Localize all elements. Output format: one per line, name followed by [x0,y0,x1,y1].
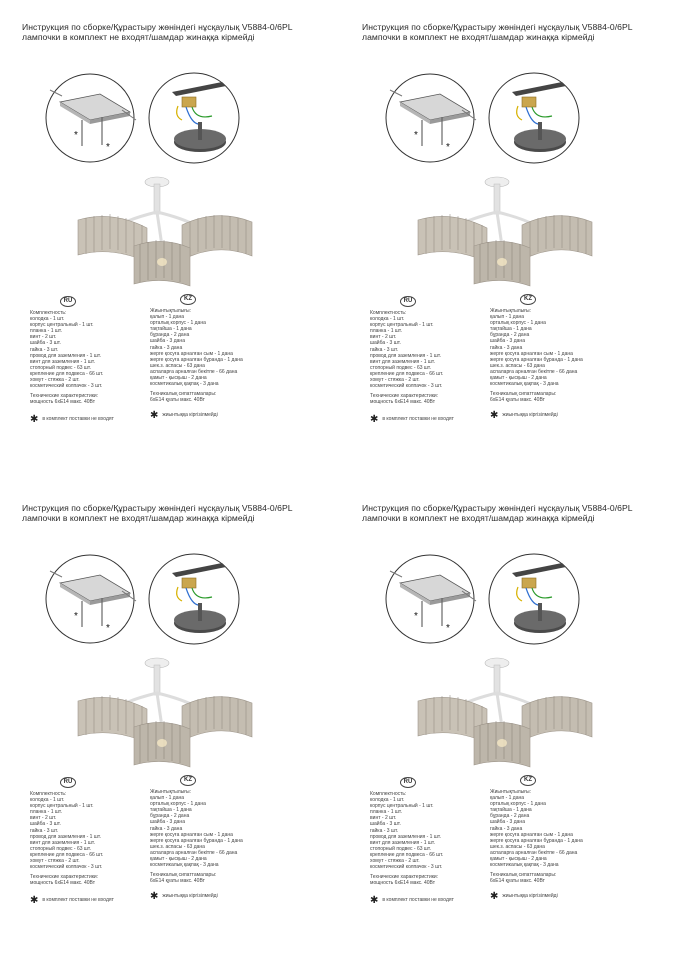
parts-list-item: бұранда - 2 дана [490,813,530,820]
spec-text: 6хЕ14 қуаты макс. 40Вт [150,878,205,885]
title-line-1: Инструкция по сборке/Құрастыру жөніндегі нұсқаулық V5884-0/6PL [362,22,633,32]
spec-title: Технические характеристики: [30,874,99,881]
parts-list-item: орталық корпус - 1 дана [150,320,206,327]
asterisk-icon: ✱ [150,891,159,902]
parts-list-item: планка - 1 шт. [30,809,62,816]
svg-text:*: * [74,611,78,622]
parts-list-item: корпус центральный - 1 шт. [30,803,94,810]
parts-list-item: планка - 1 шт. [30,328,62,335]
parts-list-item: хомут - стяжка - 2 шт. [370,858,420,865]
parts-list-item: корпус центральный - 1 шт. [370,322,434,329]
parts-list-item: орталық корпус - 1 дана [490,320,546,327]
parts-list-item: провод для заземления - 1 шт. [30,352,101,359]
asterisk-icon: ✱ [370,895,379,906]
parts-list-item: винт для заземления - 1 шт. [370,358,436,365]
parts-list-item: косметический колпачок - 3 шт. [370,383,443,390]
parts-list-item: гайка - 3 дана [490,344,523,351]
parts-list-item: косметикалық қақпақ - 3 дана [150,862,219,869]
parts-list-item: винт - 2 шт. [30,334,57,341]
asterisk-icon: ✱ [150,410,159,421]
svg-text:*: * [106,142,110,153]
parts-list-item: қамыт - қысқыш - 2 дана [490,856,547,863]
parts-list-item: колодка - 1 шт. [30,316,65,323]
parts-list-item: планка - 1 шт. [370,328,402,335]
spec-title: Техникалық сипаттамалары: [150,872,217,879]
parts-list-item: крепление для подвеса - 66 шт. [30,370,104,377]
ru-note: ✱ в комплект поставки не входят [30,895,114,906]
kz-badge: KZ [520,775,536,786]
parts-list-item: винт для заземления - 1 шт. [370,839,436,846]
spec-title: Техникалық сипаттамалары: [490,872,557,879]
parts-list-item: аспаларға арналған бекітпе - 66 дана [150,368,238,375]
parts-list-item: косметический колпачок - 3 шт. [30,383,103,390]
parts-list-item: тақтайша - 1 дана [150,326,192,333]
parts-list-item: шайба - 3 шт. [370,821,401,828]
ru-note: ✱ в комплект поставки не входят [30,414,114,425]
asterisk-icon: ✱ [490,410,499,421]
asterisk-icon: ✱ [370,414,379,425]
parts-list-item: крепление для подвеса - 66 шт. [370,851,444,858]
parts-list-item: винт для заземления - 1 шт. [30,839,96,846]
spec-title: Техникалық сипаттамалары: [490,391,557,398]
spec-title: Техникалық сипаттамалары: [150,391,217,398]
instruction-panel [22,22,342,492]
canopy-wiring-detail [489,554,579,644]
spec-text: мощность 6хЕ14 макс. 40Вт [30,880,95,887]
chandelier-illustration [78,658,252,767]
svg-text:*: * [446,623,450,634]
parts-list-item: косметикалық қақпақ - 3 дана [490,381,559,388]
svg-text:*: * [74,130,78,141]
parts-list-item: гайка - 3 дана [150,344,183,351]
parts-list-item: косметический колпачок - 3 шт. [30,864,103,871]
spec-text: мощность 6хЕ14 макс. 40Вт [30,399,95,406]
parts-list-item: стопорный подвес - 63 шт. [370,364,432,371]
spec-title: Технические характеристики: [370,393,439,400]
parts-list-item: колодка - 1 шт. [370,316,405,323]
parts-list-item: жерге қосуға арналған сым - 1 дана [490,831,573,838]
parts-list-item: колодка - 1 шт. [30,797,65,804]
chandelier-illustration [418,177,592,286]
assembly-illustration [362,50,672,300]
instruction-panel [22,503,342,973]
kz-parts-list [490,308,583,403]
parts-list-item: аспаларға арналған бекітпе - 66 дана [490,368,578,375]
parts-list-item: орталық корпус - 1 дана [150,801,206,808]
parts-list-item: жерге қосуға арналған бұранда - 1 дана [490,837,583,844]
ru-parts-list [370,310,443,405]
parts-list-item: корпус центральный - 1 шт. [30,322,94,329]
kz-note: ✱ жиынтыққа кіргізілмейді [150,410,218,421]
svg-text:*: * [446,142,450,153]
ru-badge: RU [400,777,416,788]
title-line-2: лампочки в комплект не входят/шамдар жинаққа кірмейді [362,32,595,42]
parts-list-item: қамыт - қысқыш - 2 дана [150,856,207,863]
instruction-title [362,503,682,523]
parts-list-item: винт для заземления - 1 шт. [30,358,96,365]
parts-list-item: тақтайша - 1 дана [490,326,532,333]
parts-list-item: гайка - 3 шт. [370,346,399,353]
svg-text:*: * [414,130,418,141]
parts-list-item: гайка - 3 дана [150,825,183,832]
parts-list-item: провод для заземления - 1 шт. [370,833,441,840]
instruction-title [22,22,342,42]
parts-list-item: Жиынтықтылығы: [490,789,532,795]
parts-list-item: қалып - 1 дана [150,795,185,802]
parts-list-item: шек.з. аспасы - 63 дана [490,362,545,369]
spec-text: 6хЕ14 қуаты макс. 40Вт [490,878,545,885]
kz-badge: KZ [520,294,536,305]
asterisk-icon: ✱ [30,414,39,425]
ru-parts-list [370,791,443,886]
mounting-bracket-detail [386,74,476,162]
ru-badge: RU [60,296,76,307]
spec-title: Технические характеристики: [370,874,439,881]
parts-list-item: колодка - 1 шт. [370,797,405,804]
parts-list-item: қалып - 1 дана [150,314,185,321]
svg-text:*: * [106,623,110,634]
parts-list-item: аспаларға арналған бекітпе - 66 дана [490,849,578,856]
parts-list-item: қамыт - қысқыш - 2 дана [490,375,547,382]
parts-list-item: жерге қосуға арналған бұранда - 1 дана [150,356,243,363]
parts-list-item: гайка - 3 шт. [370,827,399,834]
title-line-1: Инструкция по сборке/Құрастыру жөніндегі нұсқаулық V5884-0/6PL [362,503,633,513]
kz-note: ✱ жиынтыққа кіргізілмейді [490,410,558,421]
ru-note: ✱ в комплект поставки не входят [370,895,454,906]
parts-list-item: хомут - стяжка - 2 шт. [30,377,80,384]
parts-list-item: корпус центральный - 1 шт. [370,803,434,810]
parts-list-item: шек.з. аспасы - 63 дана [150,362,205,369]
parts-list-item: крепление для подвеса - 66 шт. [370,370,444,377]
parts-list-item: жерге қосуға арналған бұранда - 1 дана [150,837,243,844]
parts-list-item: хомут - стяжка - 2 шт. [30,858,80,865]
parts-list-item: жерге қосуға арналған сым - 1 дана [150,350,233,357]
parts-list-item: қалып - 1 дана [490,314,525,321]
parts-list-item: планка - 1 шт. [370,809,402,816]
parts-list-item: бұранда - 2 дана [490,332,530,339]
parts-list-item: шек.з. аспасы - 63 дана [490,843,545,850]
parts-list-item: Жиынтықтылығы: [150,789,192,795]
parts-list-item: қалып - 1 дана [490,795,525,802]
parts-list-item: аспаларға арналған бекітпе - 66 дана [150,849,238,856]
parts-list-item: қамыт - қысқыш - 2 дана [150,375,207,382]
parts-list-item: шек.з. аспасы - 63 дана [150,843,205,850]
spec-text: 6хЕ14 қуаты макс. 40Вт [150,397,205,404]
parts-list-item: бұранда - 2 дана [150,813,190,820]
parts-list-item: гайка - 3 дана [490,825,523,832]
title-line-2: лампочки в комплект не входят/шамдар жинаққа кірмейді [362,513,595,523]
parts-list-item: Комплектность: [370,791,407,797]
canopy-wiring-detail [489,73,579,163]
title-line-1: Инструкция по сборке/Құрастыру жөніндегі нұсқаулық V5884-0/6PL [22,503,293,513]
mounting-bracket-detail [46,74,136,162]
parts-list-item: винт - 2 шт. [370,334,397,341]
instruction-panel [362,503,682,973]
parts-list-item: стопорный подвес - 63 шт. [370,845,432,852]
parts-list-item: тақтайша - 1 дана [150,807,192,814]
parts-list-item: хомут - стяжка - 2 шт. [370,377,420,384]
kz-badge: KZ [180,775,196,786]
parts-list-item: Комплектность: [370,310,407,316]
parts-list-item: винт - 2 шт. [370,815,397,822]
parts-list-item: Жиынтықтылығы: [490,308,532,314]
kz-parts-list [490,789,583,884]
kz-note: ✱ жиынтыққа кіргізілмейді [150,891,218,902]
kz-note: ✱ жиынтыққа кіргізілмейді [490,891,558,902]
ru-badge: RU [400,296,416,307]
asterisk-icon: ✱ [490,891,499,902]
parts-list-item: Жиынтықтылығы: [150,308,192,314]
title-line-1: Инструкция по сборке/Құрастыру жөніндегі нұсқаулық V5884-0/6PL [22,22,293,32]
svg-text:*: * [414,611,418,622]
parts-list-item: провод для заземления - 1 шт. [370,352,441,359]
instruction-title [362,22,682,42]
spec-text: 6хЕ14 қуаты макс. 40Вт [490,397,545,404]
spec-text: мощность 6хЕ14 макс. 40Вт [370,399,435,406]
parts-list-item: жерге қосуға арналған сым - 1 дана [150,831,233,838]
ru-parts-list [30,310,103,405]
title-line-2: лампочки в комплект не входят/шамдар жинаққа кірмейді [22,32,255,42]
assembly-illustration [22,50,332,300]
title-line-2: лампочки в комплект не входят/шамдар жинаққа кірмейді [22,513,255,523]
parts-list-item: шайба - 3 дана [490,338,525,345]
parts-list-item: крепление для подвеса - 66 шт. [30,851,104,858]
chandelier-illustration [78,177,252,286]
instruction-title [22,503,342,523]
parts-list-item: стопорный подвес - 63 шт. [30,845,92,852]
parts-list-item: бұранда - 2 дана [150,332,190,339]
parts-list-item: гайка - 3 шт. [30,346,59,353]
spec-text: мощность 6хЕ14 макс. 40Вт [370,880,435,887]
instruction-panel [362,22,682,492]
parts-list-item: орталық корпус - 1 дана [490,801,546,808]
parts-list-item: провод для заземления - 1 шт. [30,833,101,840]
kz-parts-list [150,308,243,403]
mounting-bracket-detail [386,555,476,643]
ru-note: ✱ в комплект поставки не входят [370,414,454,425]
parts-list-item: жерге қосуға арналған бұранда - 1 дана [490,356,583,363]
parts-list-item: шайба - 3 дана [490,819,525,826]
mounting-bracket-detail [46,555,136,643]
asterisk-icon: ✱ [30,895,39,906]
parts-list-item: жерге қосуға арналған сым - 1 дана [490,350,573,357]
spec-title: Технические характеристики: [30,393,99,400]
parts-list-item: косметикалық қақпақ - 3 дана [490,862,559,869]
ru-parts-list [30,791,103,886]
canopy-wiring-detail [149,554,239,644]
parts-list-item: косметикалық қақпақ - 3 дана [150,381,219,388]
parts-list-item: Комплектность: [30,310,67,316]
parts-list-item: шайба - 3 шт. [30,340,61,347]
kz-parts-list [150,789,243,884]
parts-list-item: шайба - 3 дана [150,819,185,826]
parts-list-item: стопорный подвес - 63 шт. [30,364,92,371]
parts-list-item: шайба - 3 шт. [30,821,61,828]
kz-badge: KZ [180,294,196,305]
parts-list-item: шайба - 3 дана [150,338,185,345]
parts-list-item: Комплектность: [30,791,67,797]
assembly-illustration [362,531,672,781]
parts-list-item: тақтайша - 1 дана [490,807,532,814]
parts-list-item: шайба - 3 шт. [370,340,401,347]
ru-badge: RU [60,777,76,788]
assembly-illustration [22,531,332,781]
parts-list-item: винт - 2 шт. [30,815,57,822]
parts-list-item: гайка - 3 шт. [30,827,59,834]
parts-list-item: косметический колпачок - 3 шт. [370,864,443,871]
chandelier-illustration [418,658,592,767]
canopy-wiring-detail [149,73,239,163]
